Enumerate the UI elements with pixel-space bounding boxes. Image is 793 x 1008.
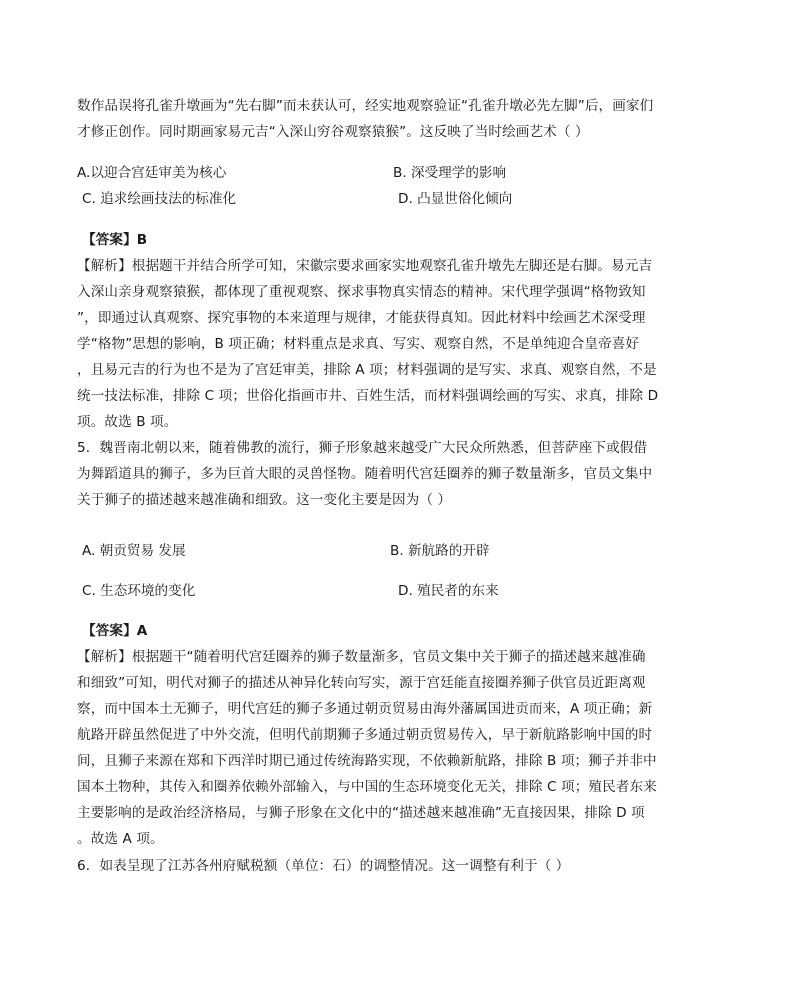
q4-option-c: C. 追求绘画技法的标准化 [82,191,237,207]
q5-option-a: A. 朝贡贸易 发展 [82,543,186,559]
q4-stem-line: 才修正创作。同时期画家易元吉“入深山穷谷观察猿猴”。这反映了当时绘画艺术（ ） [77,124,589,140]
q5-analysis-line: 察，而中国本土无狮子，明代宫廷的狮子多通过朝贡贸易由海外藩属国进贡而来，A 项正确；新 [77,701,653,717]
q5-analysis-line: 和细致”可知，明代对狮子的描述从神异化转向写实，源于宫廷能直接圈养狮子供官员近距离观 [77,675,646,691]
q6-stem-line: 6．如表呈现了江苏各州府赋税额（单位：石）的调整情况。这一调整有利于（ ） [77,858,570,874]
q5-option-c: C. 生态环境的变化 [82,583,196,599]
q4-analysis-line: 学“格物”思想的影响，B 项正确；材料重点是求真、写实、观察自然，不是单纯迎合皇帝喜好 [77,336,640,352]
q5-analysis-line: 间，且狮子来源在郑和下西洋时期已通过传统海路实现，不依赖新航路，排除 B 项；狮子并非中 [77,753,657,769]
q4-answer: 【答案】B [82,232,148,248]
q5-analysis-line: 。故选 A 项。 [77,831,164,847]
q4-analysis-line: 统一技法标准，排除 C 项；世俗化指画市井、百姓生活，而材料强调绘画的写实、求真，排除 D [77,388,659,404]
q5-option-d: D. 殖民者的东来 [398,583,499,599]
q5-analysis-line: 航路开辟虽然促进了中外交流，但明代前期狮子多通过朝贡贸易传入，早于新航路影响中国的时 [77,727,653,743]
q4-analysis-line: ”，即通过认真观察、探究事物的本来道理与规律，才能获得真知。因此材料中绘画艺术深受理 [77,310,646,326]
q5-stem-line: 为舞蹈道具的狮子，多为巨首大眼的灵兽怪物。随着明代宫廷圈养的狮子数量渐多，官员文集中 [77,466,653,482]
q5-stem-line: 关于狮子的描述越来越准确和细致。这一变化主要是因为（ ） [77,492,452,508]
q5-analysis-line: 主要影响的是政治经济格局，与狮子形象在文化中的“描述越来越准确”无直接因果，排除 D 项 [77,805,645,821]
q5-option-b: B. 新航路的开辟 [390,543,490,559]
q4-option-b: B. 深受理学的影响 [393,165,507,181]
q5-stem-line: 5．魏晋南北朝以来，随着佛教的流行，狮子形象越来越受广大民众所熟悉，但菩萨座下或假借 [77,440,648,456]
q5-analysis-line: 【解析】根据题干“随着明代宫廷圈养的狮子数量渐多，官员文集中关于狮子的描述越来越准确 [77,649,646,665]
q4-analysis-line: 【解析】根据题干并结合所学可知，宋徽宗要求画家实地观察孔雀升墩先左脚还是右脚。易元吉 [77,258,653,274]
q5-answer: 【答案】A [82,623,148,639]
q4-stem-line: 数作品误将孔雀升墩画为“先右脚”而未获认可，经实地观察验证“孔雀升墩必先左脚”后，画家们 [77,98,654,114]
q4-analysis-line: ，且易元吉的行为也不是为了宫廷审美，排除 A 项；材料强调的是写实、求真、观察自然，不是 [77,362,657,378]
q4-analysis-line: 项。故选 B 项。 [77,414,178,430]
q4-option-d: D. 凸显世俗化倾向 [398,191,513,207]
q4-analysis-line: 入深山亲身观察猿猴，都体现了重视观察、探求事物真实情态的精神。宋代理学强调“格物致知 [77,284,646,300]
q4-option-a: A.以迎合宫廷审美为核心 [77,165,227,181]
q5-analysis-line: 国本土物种，其传入和圈养依赖外部输入，与中国的生态环境变化无关，排除 C 项；殖民者东来 [77,779,657,795]
